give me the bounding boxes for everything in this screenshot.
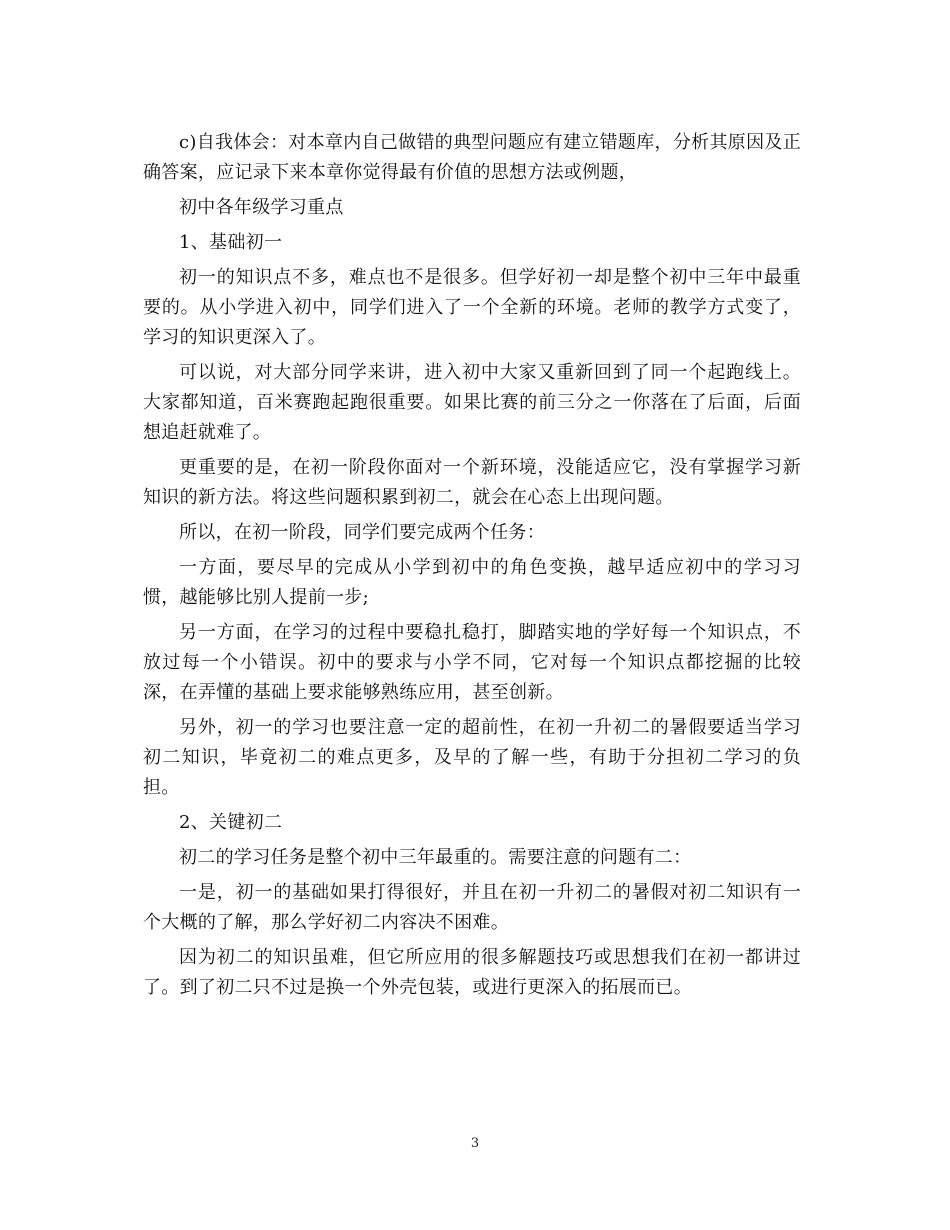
paragraph: 一是，初一的基础如果打得很好，并且在初一升初二的暑假对初二知识有一个大概的了解，那么学好初二内容决不困难。 — [143, 882, 801, 933]
paragraph: 另外，初一的学习也要注意一定的超前性，在初一升初二的暑假要适当学习初二知识，毕竟初二的难点更多，及早的了解一些，有助于分担初二学习的负担。 — [143, 717, 801, 798]
paragraph-self-reflection: c)自我体会：对本章内自己做错的典型问题应有建立错题库，分析其原因及正确答案，应记录下来本章你觉得最有价值的思想方法或例题， — [143, 132, 801, 183]
paragraph: 初一的知识点不多，难点也不是很多。但学好初一却是整个初中三年中最重要的。从小学进入初中，同学们进入了一个全新的环境。老师的教学方式变了，学习的知识更深入了。 — [143, 267, 801, 348]
paragraph: 一方面，要尽早的完成从小学到初中的角色变换，越早适应初中的学习习惯，越能够比别人提前一步; — [143, 557, 801, 608]
paragraph: 另一方面，在学习的过程中要稳扎稳打，脚踏实地的学好每一个知识点，不放过每一个小错误。初中的要求与小学不同，它对每一个知识点都挖掘的比较深，在弄懂的基础上要求能够熟练应用，甚至创新。 — [143, 622, 801, 703]
page-number: 3 — [470, 1136, 480, 1151]
paragraph: 可以说，对大部分同学来讲，进入初中大家又重新回到了同一个起跑线上。大家都知道，百米赛跑起跑很重要。如果比赛的前三分之一你落在了后面，后面想追赶就难了。 — [143, 362, 801, 443]
subheading-grade-two: 2、关键初二 — [179, 812, 283, 833]
paragraph: 所以，在初一阶段，同学们要完成两个任务： — [179, 522, 545, 543]
document-body — [143, 128, 801, 1008]
paragraph: 因为初二的知识虽难，但它所应用的很多解题技巧或思想我们在初一都讲过了。到了初二只不过是换一个外壳包装，或进行更深入的拓展而已。 — [143, 947, 801, 998]
paragraph: 更重要的是，在初一阶段你面对一个新环境，没能适应它，没有掌握学习新知识的新方法。将这些问题积累到初二，就会在心态上出现问题。 — [143, 457, 801, 508]
paragraph: 初二的学习任务是整个初中三年最重的。需要注意的问题有二： — [179, 847, 692, 868]
subheading-grade-one: 1、基础初一 — [179, 232, 283, 253]
section-heading-grade-focus: 初中各年级学习重点 — [179, 197, 344, 218]
